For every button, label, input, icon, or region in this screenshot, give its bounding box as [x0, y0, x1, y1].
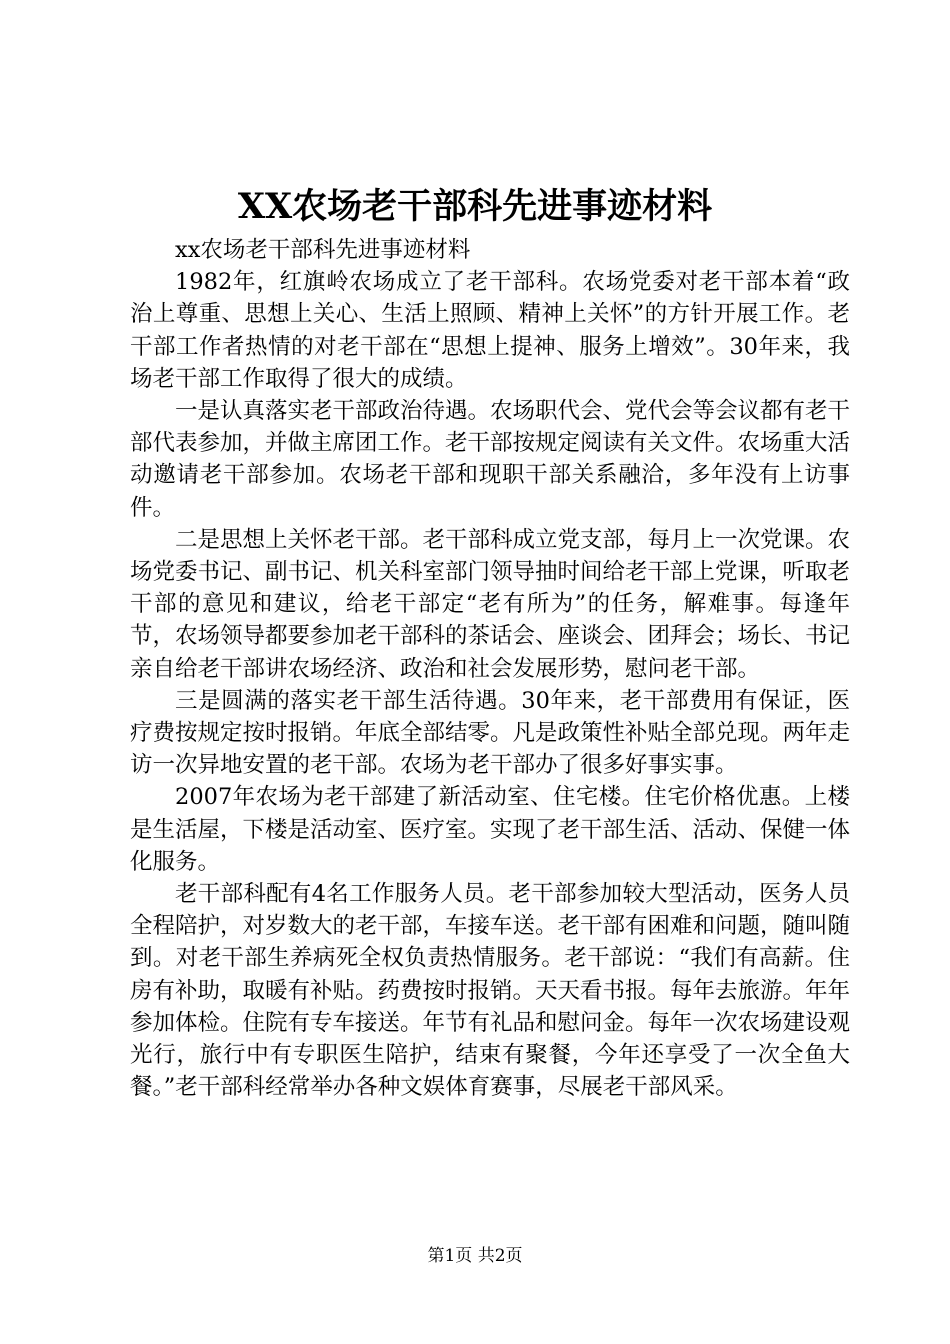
- paragraph: 1982年，红旗岭农场成立了老干部科。农场党委对老干部本着“政治上尊重、思想上关心、生活上照顾、精神上关怀”的方针开展工作。老干部工作者热情的对老干部在“思想上提神、服务上增效”。30年来，我场老干部工作取得了很大的成绩。: [130, 269, 850, 392]
- paragraph-subtitle: xx农场老干部科先进事迹材料: [175, 237, 471, 263]
- page-number-footer: 第1页 共2页: [427, 1246, 523, 1266]
- document-title: XX农场老干部科先进事迹材料: [237, 186, 713, 227]
- document-body: [130, 234, 850, 1103]
- paragraph: 老干部科配有4名工作服务人员。老干部参加较大型活动，医务人员全程陪护，对岁数大的老干部，车接车送。老干部有困难和问题，随叫随到。对老干部生养病死全权负责热情服务。老干部说：“我们有高薪。住房有补助，取暖有补贴。药费按时报销。天天看书报。每年去旅游。年年参加体检。住院有专车接送。年节有礼品和慰问金。每年一次农场建设观光行，旅行中有专职医生陪护，结束有聚餐，今年还享受了一次全鱼大餐。”老干部科经常举办各种文娱体育赛事，尽展老干部风采。: [130, 881, 851, 1101]
- paragraph: 2007年农场为老干部建了新活动室、住宅楼。住宅价格优惠。上楼是生活屋，下楼是活动室、医疗室。实现了老干部生活、活动、保健一体化服务。: [130, 784, 851, 875]
- paragraph: 二是思想上关怀老干部。老干部科成立党支部，每月上一次党课。农场党委书记、副书记、机关科室部门领导抽时间给老干部上党课，听取老干部的意见和建议，给老干部定“老有所为”的任务，解难事。每逢年节，农场领导都要参加老干部科的茶话会、座谈会、团拜会；场长、书记亲自给老干部讲农场经济、政治和社会发展形势，慰问老干部。: [130, 526, 851, 682]
- paragraph: 一是认真落实老干部政治待遇。农场职代会、党代会等会议都有老干部代表参加，并做主席团工作。老干部按规定阅读有关文件。农场重大活动邀请老干部参加。农场老干部和现职干部关系融洽，多年没有上访事件。: [130, 398, 851, 521]
- paragraph: 三是圆满的落实老干部生活待遇。30年来，老干部费用有保证，医疗费按规定按时报销。年底全部结零。凡是政策性补贴全部兑现。两年走访一次异地安置的老干部。农场为老干部办了很多好事实事。: [130, 687, 851, 779]
